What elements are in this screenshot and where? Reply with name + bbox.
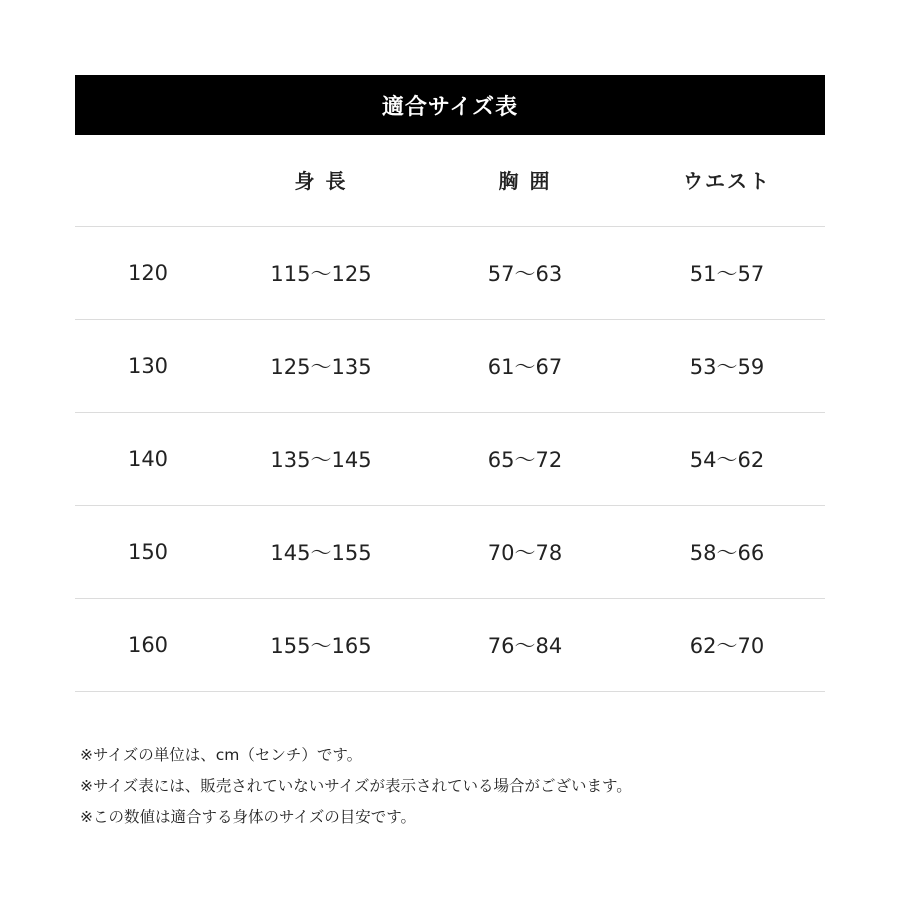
size-table-title: 適合サイズ表 bbox=[75, 75, 825, 135]
size-cell: 130 bbox=[127, 354, 169, 378]
chest-cell: 65～72 bbox=[487, 448, 563, 472]
height-cell: 135～145 bbox=[270, 448, 372, 472]
header-waist-cell: ウエスト bbox=[683, 169, 771, 193]
note-guideline: ※この数値は適合する身体のサイズの目安です。 bbox=[80, 808, 417, 826]
height-cell: 125～135 bbox=[270, 355, 372, 379]
size-cell: 120 bbox=[127, 261, 169, 285]
chest-cell: 61～67 bbox=[487, 355, 563, 379]
waist-cell: 51～57 bbox=[689, 262, 765, 286]
notes bbox=[80, 740, 820, 833]
note-availability: ※サイズ表には、販売されていないサイズが表示されている場合がございます。 bbox=[80, 777, 632, 795]
size-cell: 150 bbox=[127, 540, 169, 564]
note-unit: ※サイズの単位は、cm（センチ）です。 bbox=[80, 746, 363, 764]
header-chest-cell: 胸 囲 bbox=[498, 169, 552, 193]
table-row bbox=[75, 506, 825, 599]
height-cell: 155～165 bbox=[270, 634, 372, 658]
height-cell: 115～125 bbox=[270, 262, 372, 286]
waist-cell: 53～59 bbox=[689, 355, 765, 379]
size-cell: 160 bbox=[127, 633, 169, 657]
size-table bbox=[75, 135, 825, 692]
chest-cell: 57～63 bbox=[487, 262, 563, 286]
waist-cell: 54～62 bbox=[689, 448, 765, 472]
table-row bbox=[75, 599, 825, 692]
table-row bbox=[75, 413, 825, 506]
table-header-row bbox=[75, 135, 825, 227]
waist-cell: 58～66 bbox=[689, 541, 765, 565]
header-height-cell: 身 長 bbox=[294, 169, 348, 193]
height-cell: 145～155 bbox=[270, 541, 372, 565]
chest-cell: 70～78 bbox=[487, 541, 563, 565]
size-cell: 140 bbox=[127, 447, 169, 471]
table-row bbox=[75, 227, 825, 320]
chest-cell: 76～84 bbox=[487, 634, 563, 658]
table-row bbox=[75, 320, 825, 413]
waist-cell: 62～70 bbox=[689, 634, 765, 658]
